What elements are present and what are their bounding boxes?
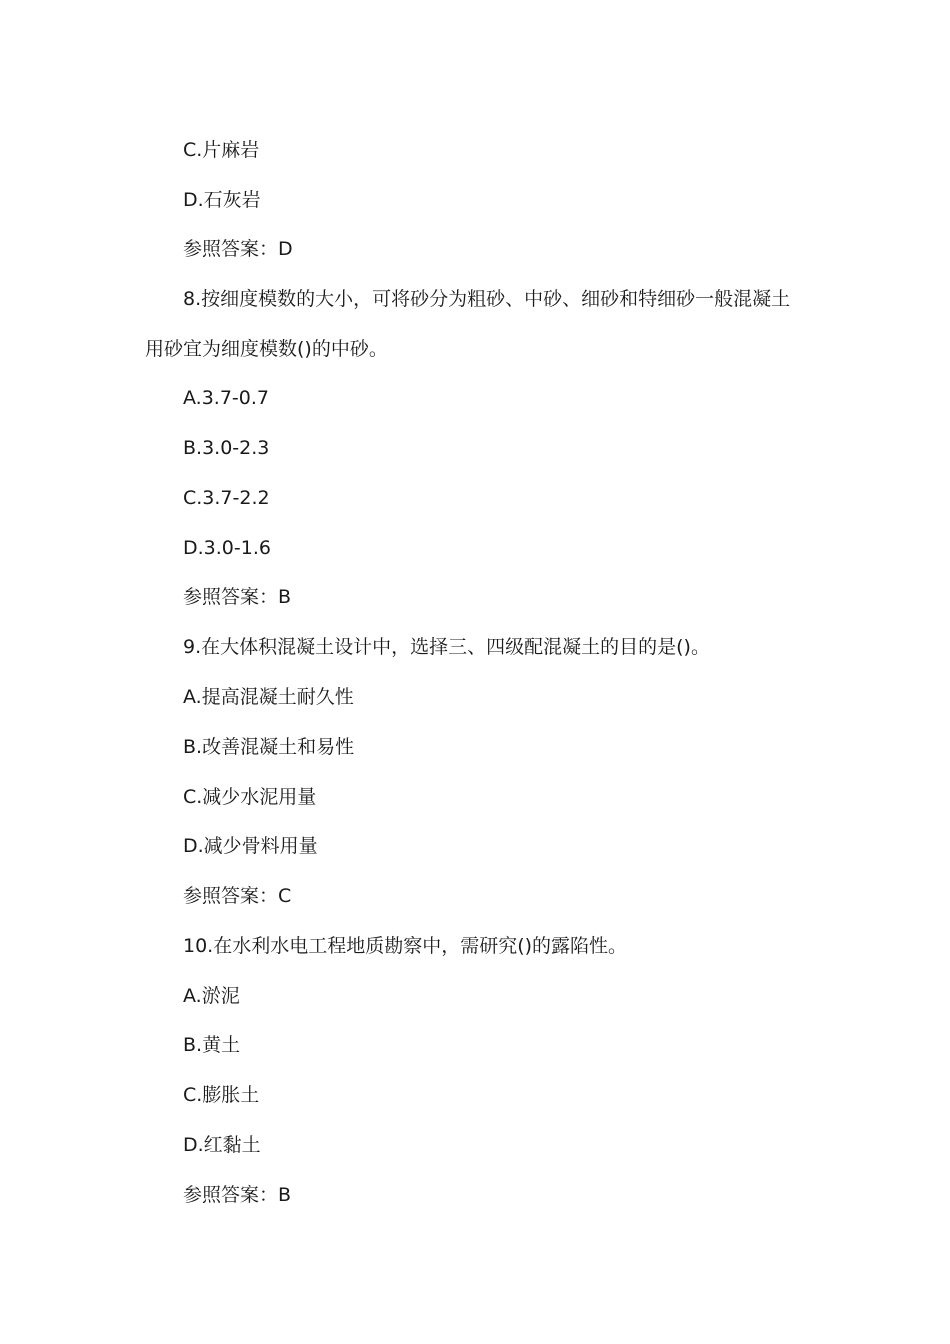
option-9d: D.减少骨料用量 <box>183 835 318 857</box>
option-7c: C.片麻岩 <box>183 139 260 161</box>
answer-9: 参照答案：C <box>183 885 292 907</box>
option-7d: D.石灰岩 <box>183 189 261 211</box>
question-8-line-1: 8.按细度模数的大小，可将砂分为粗砂、中砂、细砂和特细砂一般混凝土 <box>183 288 791 310</box>
option-8b: B.3.0-2.3 <box>183 437 270 459</box>
question-10: 10.在水利水电工程地质勘察中，需研究()的露陷性。 <box>183 935 628 957</box>
question-8-line-2: 用砂宜为细度模数()的中砂。 <box>145 338 388 360</box>
option-9a: A.提高混凝土耐久性 <box>183 686 354 708</box>
option-8a: A.3.7-0.7 <box>183 387 269 409</box>
option-9b: B.改善混凝土和易性 <box>183 736 355 758</box>
option-8d: D.3.0-1.6 <box>183 537 271 559</box>
question-9: 9.在大体积混凝土设计中，选择三、四级配混凝土的目的是()。 <box>183 636 710 658</box>
answer-8: 参照答案：B <box>183 586 292 608</box>
option-10d: D.红黏土 <box>183 1134 261 1156</box>
answer-7: 参照答案：D <box>183 238 293 260</box>
option-10c: C.膨胀土 <box>183 1084 260 1106</box>
option-10a: A.淤泥 <box>183 985 240 1007</box>
option-9c: C.减少水泥用量 <box>183 786 317 808</box>
option-8c: C.3.7-2.2 <box>183 487 270 509</box>
answer-10: 参照答案：B <box>183 1184 292 1206</box>
option-10b: B.黄土 <box>183 1034 241 1056</box>
